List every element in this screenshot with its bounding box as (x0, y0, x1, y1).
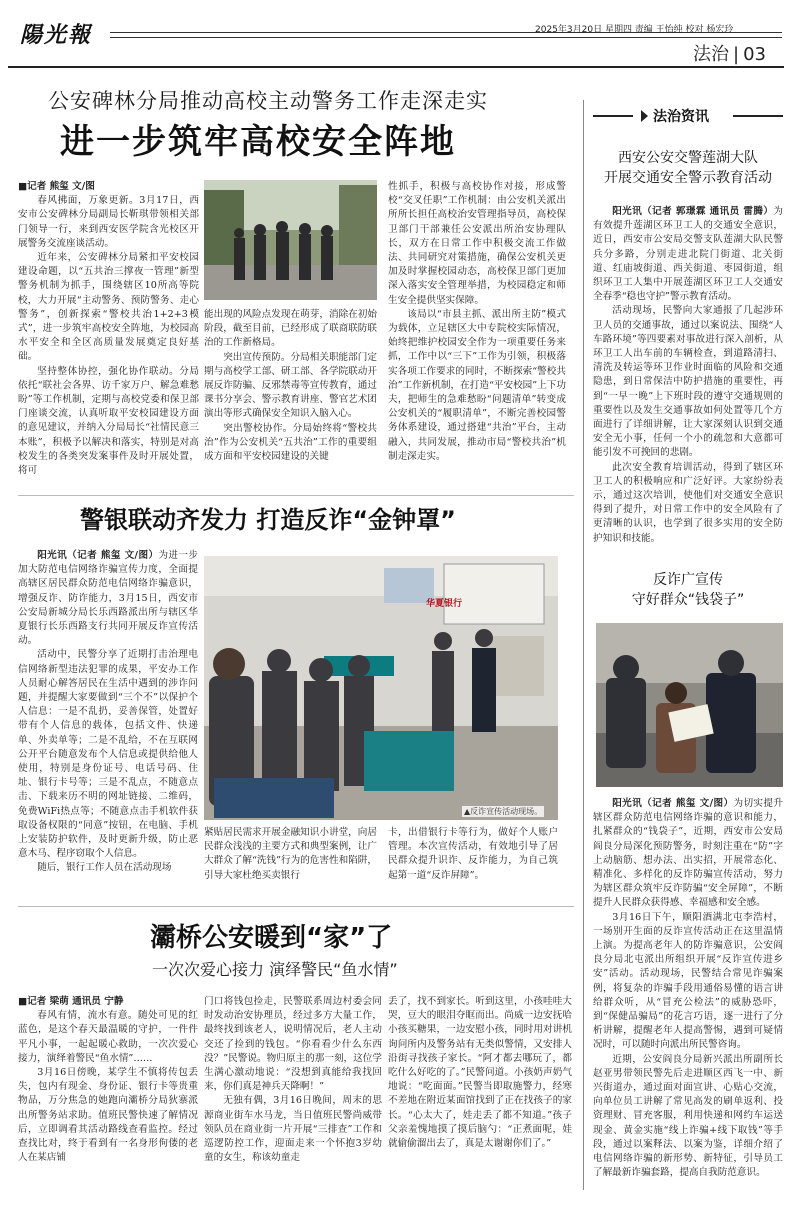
right-story2-paragraph: 3月16日下午，顺阳酒满北屯李浩村，一场别开生面的反诈宣传活动正在这里温情上演。为提高老年人的防诈骗意识，公安阎良分局北屯派出所组织开展“反诈宣传进乡安”活动。活动现场，民警结合常见诈骗案例，将复杂的诈骗手段用通俗易懂的语言讲给群众听，从“冒充公检法”的威胁恐吓，到“保健品骗局”的花言巧语，逐一进行了分析讲解，提醒老年人提高警惕，遇到可疑情况时，可以随时向派出所民警咨询。 (593, 911, 783, 1051)
masthead-rule-bottom (8, 66, 784, 68)
fraud-photo-sign: 华夏银行 (426, 599, 463, 609)
lead-photo (204, 180, 377, 300)
fraud-byline: 阳光讯（记者 熊玺 文/图） (37, 550, 159, 561)
column-divider (583, 100, 584, 1190)
lead-paragraph: 坚持整体协控，强化协作联动。分局依托“联社会各界、访千家万户、解急难愁盼”等工作机制，定期与高校党委和保卫部门座谈交流，认真听取平安校园建设方面的意见建议，并纳入分局局长“社情民意三本账”，积极予以解决和落实，特别是对高校发生的各类突发案事件及时开展处置，将可 (18, 365, 199, 477)
right-story2-paragraph-text: 为切实提升辖区群众防范电信网络诈骗的意识和能力，扎紧群众的“钱袋子”，近期，西安市公安局阎良分局深化预防警务，时刻注重在“防”字上动脑筋、想办法、出实招，开展常态化、精准化、多样化的反诈防骗宣传活动，努力为辖区群众筑牢反诈防骗“安全屏障”，不断提升人民群众获得感、幸福感和安全感。 (593, 798, 784, 909)
fraud-column-2 (204, 826, 377, 883)
lead-paragraph: 性抓手，积极与高校协作对接，形成警校“交叉任职”工作机制：由公安机关派出所所长担任高校治安管理指导员，高校保卫部门干部兼任公安派出所治安协理队长，双方在日常工作中积极交流工作做法、共同研究对策措施，确保公安机关更加及时掌握校园动态，高校保卫部门更加深入落实安全管理举措，为校园稳定和师生安全提供坚实保障。 (388, 181, 566, 306)
right-story2-headline (593, 570, 783, 610)
right-story2-photo (596, 623, 783, 787)
baqiao-column-3 (388, 995, 572, 1151)
right-story1-paragraph (593, 205, 783, 304)
title-rule-left (593, 115, 633, 117)
lead-byline: ■记者 熊玺 文/图 (18, 181, 95, 192)
baqiao-paragraph: 春风有情，流水有意。随处可见的红蓝色，是这个春天最温暖的守护，一件件平凡小事，一起起暖心救助，一次次爱心接力，演绎着警民“鱼水情”…… (18, 1010, 198, 1064)
right-story1-headline-line: 开展交通安全警示教育活动 (604, 170, 772, 186)
baqiao-paragraph: 3月16日傍晚，某学生不慎将传包丢失，包内有现金、身份证、银行卡等贵重物品，万分焦急的她跑向灞桥分局狄寨派出所警务站求助。值班民警快速了解情况后，立即调看其活动路线查看监控。经过查找比对，终于看到有一名身形佝偻的老人在某店铺 (18, 1067, 198, 1164)
lead-headline: 进一步筑牢高校安全阵地 (60, 122, 456, 162)
lead-paragraph: 能出现的风险点发现在萌芽，消除在初始阶段，截至目前，已经形成了联商联防联治的工作新格局。 (204, 309, 377, 349)
lead-column-2 (204, 308, 377, 464)
baqiao-paragraph: 丢了，找不到家长。听到这里，小孩哇哇大哭，豆大的眼泪夺眶而出。尚威一边安抚哈小孩买糖果，一边安慰小孩，同时用对讲机询问所内及警务站有无类似警情，又安排人沿街寻找孩子家长。“阿才都去哪玩了，都吃什么好吃的了。”民警问道。小孩奶声奶气地说：“吃面面。”民警当即取施警力，经寒不差地在附近某面馆找到了正在找孩子的家长。“心太大了，娃走丢了都不知道。”孩子父亲羞愧地摸了摸后脑勺：“正煮面呢，娃就偷偷溜出去了，真是太谢谢你们了。” (388, 996, 572, 1150)
baqiao-paragraph: 门口将钱包捡走，民警联系周边村委会同时发动治安协理员，经过多方大量工作，最终找到该老人，说明情况后，老人主动交还了捡到的钱包。“你看看少什么东西没？”民警说。物归原主的那一刻，这位学生满心激动地说：“没想到真能给我找回来，你们真是神兵天降啊！” (204, 996, 382, 1093)
fraud-paragraph-text: 为进一步加大防范电信网络诈骗宣传力度，全面提高辖区居民群众防范电信网络诈骗意识，增强反诈、防诈能力，3月15日，西安市公安局新城分局长乐西路派出所与辖区华夏银行长乐西路支行共同开展反诈宣传活动。 (18, 550, 198, 647)
lead-paragraph: 近年来，公安碑林分局紧扣平安校园建设命题，以“五共治三撑夜一管理”新型警务机制为抓手，围绕辖区10所高等院校，大力开展“主动警务、预防警务、走心警务”，创新探索“警校共治1+2+3模式”，进一步筑牢高校安全阵地，为校园高水平安全和全区高质量发展奠定良好基础。 (18, 252, 199, 363)
right-column-title-bar (593, 103, 783, 129)
right-story1-body (593, 205, 783, 546)
right-story2-paragraph (593, 797, 783, 911)
fraud-paragraph: 活动中，民警分享了近期打击治理电信网络新型违法犯罪的成果，平安办工作人员耐心解答居民在生活中遇到的涉诈问题，并提醒大家要做到“三个不”以保护个人信息：一是不乱扔，妥善保管，处置好带有个人信息的载体，包括文件、快递单、外卖单等；二是不乱给，不在互联网公开平台随意发布个人信息或提供给他人使用，特别是身份证号、电话号码、住址、银行卡号等；三是不乱点，不随意点击、下载来历不明的网址链接、二维码，免费WiFi热点等；不随意点击手机软件获取设备权限的“同意”按钮，在电脑、手机上安装防护软件，及时更新升级，防止恶意木马、程序窃取个人信息。 (18, 649, 198, 860)
masthead-rule (110, 37, 782, 38)
lead-paragraph: 该局以“市县主抓、派出所主防”模式为载体，立足辖区大中专院校实际情况，始终把维护校园安全作为一项重要任务来抓，工作中以“三下”工作为引领，积极落实各项工作要求的同时，不断探索“警校共治”工作新机制，在打造“平安校园”上下功夫，把师生的急难愁盼“问题清单”转变成公安机关的“履职清单”，不断完善校园警务体系建设，通过搭建“共治”平台，主动融入，共同发展，推动市局“警校共治”机制走深走实。 (388, 308, 566, 462)
fraud-column-1 (18, 549, 198, 876)
baqiao-paragraph: 无独有偶，3月16日晚间，周末的思源商业街车水马龙，当日值班民警尚威带领队员在商业街一片开展“三排查”工作和巡逻防控工作，迎面走来一个怀抱3岁幼童的女生，称该幼童走 (204, 1095, 382, 1164)
fraud-photo-illustration (204, 556, 558, 820)
right-story1-paragraph-text: 为有效提升莲湖区环卫工人的交通安全意识，近日，西安市公安局交警支队莲湖大队民警兵分多路，分别走进北院门街道、北关街道、红庙坡街道、西关街道、枣园街道，组织环卫工人集中开展莲湖区环卫工人交通安全春季“稳也守护”警示教育活动。 (593, 206, 783, 303)
right-story2-byline: 阳光讯（记者 熊玺 文/图） (612, 798, 734, 809)
masthead (0, 0, 799, 72)
lead-paragraph: 春风拂面，万象更新。3月17日，西安市公安碑林分局副局长靳琪带领相关部门领导一行，来到西安医学院含光校区开展警务交流座谈活动。 (18, 195, 199, 249)
lead-paragraph: 突出宣传预防。分局相关职能部门定期与高校学工部、研工部、各学院联动开展反诈防骗、反邪禁毒等宣传教育，通过课书分享会、警示教育讲座、警官艺术团演出等形式确保安全知识入脑入心。 (204, 351, 377, 420)
baqiao-column-1 (18, 995, 198, 1165)
baqiao-column-2 (204, 995, 382, 1165)
title-rule-right (733, 115, 783, 117)
fraud-photo (204, 556, 558, 820)
baqiao-headline: 灞桥公安暖到“家”了 (150, 923, 393, 953)
lead-kicker: 公安碑林分局推动高校主动警务工作走深走实 (48, 89, 488, 113)
fraud-headline: 警银联动齐发力 打造反诈“金钟罩” (80, 506, 456, 534)
masthead-logo: 陽光報 (20, 22, 93, 48)
right-story2-headline-line: 反诈广宣传 (653, 572, 723, 588)
right-story2-paragraph: 近期，公安阎良分局新兴派出所副所长赵亚男带领民警先后走进顺区西飞一中、新兴街道办，通过面对面宣讲、心贴心交流，向单位员工讲解了常见高发的刷单返利、投资理财、冒充客服，利用快递和网约车运送现金、黄金实施“线上诈骗+线下取钱”等手段，通过以案释法、以案为鉴，详细介绍了电信网络诈骗的新形势、新特征，引导员工了解最新诈骗套路，提高自我防范意识。 (593, 1053, 783, 1179)
right-story2-headline-line: 守好群众“钱袋子” (631, 592, 745, 608)
section-divider: | (733, 44, 740, 65)
lead-column-1 (18, 180, 199, 478)
section-label (693, 40, 766, 66)
right-column-title: 法治资讯 (653, 109, 709, 125)
title-marker-icon (641, 110, 648, 122)
lead-column-3 (388, 180, 566, 464)
baqiao-byline: ■记者 梁萌 通讯员 宁静 (18, 996, 124, 1007)
section-name: 法治 (693, 44, 729, 65)
baqiao-subheadline: 一次次爱心接力 演绎警民“鱼水情” (152, 960, 398, 979)
fraud-photo-caption: ▲反诈宣传活动现场。 (464, 807, 543, 816)
fraud-paragraph: 紧贴居民需求开展金融知识小讲堂，向居民群众浅浅的主要方式和典型案例，让广大群众了解“洗钱”行为的危害性和陷阱，引导大家杜绝买卖银行 (204, 827, 377, 881)
section-divider-line (18, 906, 574, 907)
page-number: 03 (743, 44, 766, 65)
right-story1-headline-line: 西安公安交警莲湖大队 (618, 150, 758, 166)
right-story1-paragraph: 此次安全教育培训活动，得到了辖区环卫工人的积极响应和广泛好评。大家纷纷表示，通过这次培训，使他们对交通安全意识得到了提升，对日常工作中的安全风险有了更清晰的认识，也学到了很多实用的安全防护知识和技能。 (593, 461, 783, 544)
section-divider-line (18, 495, 574, 496)
fraud-column-3 (388, 826, 558, 883)
fraud-paragraph (18, 549, 198, 648)
fraud-paragraph: 卡，出借银行卡等行为，做好个人账户管理。本次宣传活动，有效地引导了居民群众提升识诈、反诈能力，为自己筑起第一道“反诈屏障”。 (388, 827, 558, 881)
fraud-paragraph: 随后，银行工作人员在活动现场 (37, 862, 172, 874)
right-story1-byline: 阳光讯（记者 郭璟霖 通讯员 雷腾） (612, 206, 774, 217)
lead-paragraph: 突出警校协作。分局始终将“警校共治”作为公安机关“五共治”工作的重要组成方面和平安校园建设的关键 (204, 422, 377, 463)
right-story2-body (593, 797, 783, 1180)
lead-photo-illustration (204, 180, 377, 300)
right-story1-headline (593, 148, 783, 188)
right-story1-paragraph: 活动现场，民警向大家通报了几起涉环卫人员的交通事故，通过以案说法、围绕“人车路环境”等四要素对事故进行深入剖析，从环卫工人出车前的车辆检查，到道路清扫、清洗及转运等环卫作业时面临的风险和交通隐患，到日常保洁中防护措施的重要性，再到“一早一晚”上下班时段的遵守交通规则的重要性以及发生交通事故如何处置等几个方面进行了详细讲解，让大家深刻认识到交通安全无小事，任何一个小的疏忽和大意都可能引发不可挽回的悲剧。 (593, 305, 783, 459)
masthead-date-line: 2025年3月20日 星期四 责编 王怡纯 校对 杨宏玲 (535, 25, 734, 35)
right-story2-photo-illustration (596, 623, 783, 787)
